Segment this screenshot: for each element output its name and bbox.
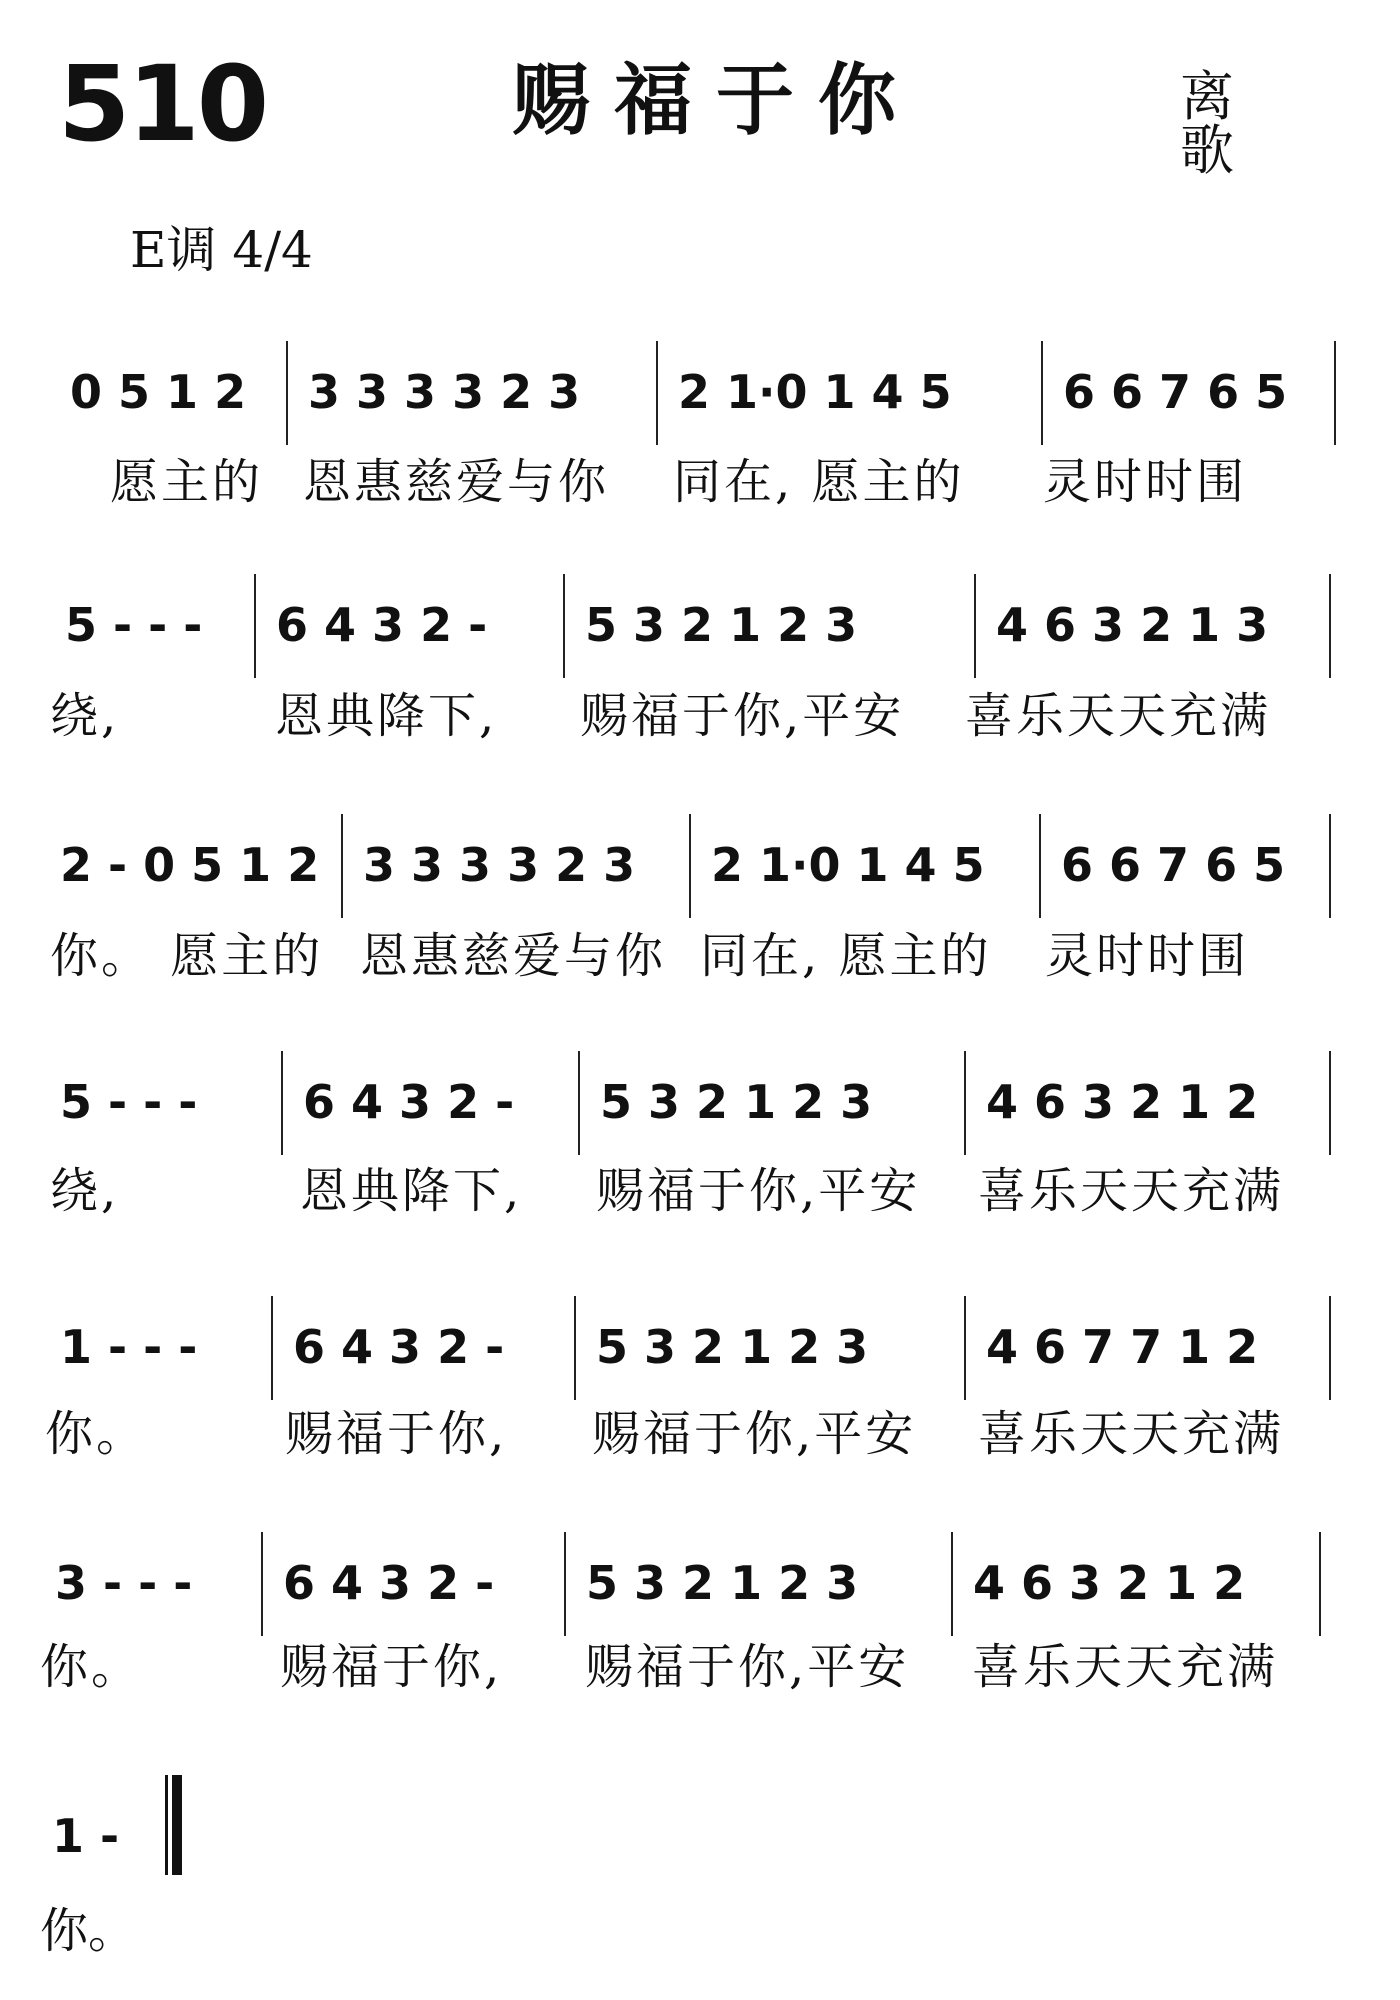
- hymn-number: 510: [58, 43, 267, 165]
- barline: [1319, 1532, 1321, 1636]
- measure: [1045, 355, 1338, 429]
- measure: [955, 1546, 1323, 1620]
- measure: [60, 828, 345, 902]
- lyric-segment: 愿主的: [110, 454, 264, 510]
- lyric-segment: 喜乐天天充满: [972, 1639, 1279, 1695]
- measure: [968, 1065, 1333, 1139]
- measure: [285, 1065, 582, 1139]
- lyric-segment: 同在, 愿主的: [700, 928, 992, 984]
- measure-notes: 2 1·0 1 4 5: [678, 365, 952, 419]
- measure-notes: 5 3 2 1 2 3: [586, 1556, 859, 1610]
- measure: [660, 355, 1045, 429]
- lyric-segment: 你。 愿主的: [50, 928, 324, 984]
- barline: [261, 1532, 263, 1636]
- measure: [290, 355, 660, 429]
- measure-notes: 3 - - -: [55, 1556, 193, 1610]
- measure: [578, 1310, 968, 1384]
- measure-notes: 5 3 2 1 2 3: [596, 1320, 869, 1374]
- measure: [55, 1546, 265, 1620]
- final-lyric: 你。: [40, 1903, 137, 1959]
- measure: [60, 1065, 285, 1139]
- lyric-segment: 喜乐天天充满: [965, 688, 1272, 744]
- lyric-segment: 恩典降下,: [275, 688, 498, 744]
- lyric-segment: 赐福于你,平安: [596, 1163, 921, 1219]
- measure: [1043, 828, 1333, 902]
- measure-notes: 4 6 3 2 1 2: [986, 1075, 1259, 1129]
- measure-notes: 1 - - -: [60, 1320, 198, 1374]
- measure-notes: 0 5 1 2: [70, 365, 247, 419]
- measure: [265, 1546, 568, 1620]
- lyric-segment: 绕,: [50, 1163, 120, 1219]
- key-signature: E调 4/4: [130, 221, 313, 279]
- final-barline-thick: [172, 1775, 182, 1875]
- barline: [574, 1296, 576, 1400]
- barline: [281, 1051, 283, 1155]
- measure-notes: 5 - - -: [60, 1075, 198, 1129]
- measure-notes: 6 4 3 2 -: [303, 1075, 515, 1129]
- measure-notes: 2 1·0 1 4 5: [711, 838, 985, 892]
- measure: [60, 1310, 275, 1384]
- measure: [582, 1065, 968, 1139]
- measure-notes: 6 4 3 2 -: [283, 1556, 495, 1610]
- final-barline-thin: [165, 1775, 168, 1875]
- measure-notes: 6 6 7 6 5: [1063, 365, 1288, 419]
- measure: [65, 588, 258, 662]
- measure-notes: 2 - 0 5 1 2: [60, 838, 320, 892]
- lyric-segment: 喜乐天天充满: [978, 1406, 1285, 1462]
- lyric-segment: 灵时时围: [1043, 454, 1248, 510]
- measure: [978, 588, 1333, 662]
- lyric-segment: 同在, 愿主的: [673, 454, 965, 510]
- hymn-source: 离歌: [1180, 65, 1294, 182]
- measure-notes: 4 6 7 7 1 2: [986, 1320, 1259, 1374]
- barline: [1329, 1296, 1331, 1400]
- lyric-segment: 你。: [40, 1639, 143, 1695]
- barline: [1329, 814, 1331, 918]
- lyric-segment: 赐福于你,: [280, 1639, 503, 1695]
- lyric-segment: 绕,: [50, 688, 120, 744]
- barline: [656, 341, 658, 445]
- lyric-segment: 喜乐天天充满: [978, 1163, 1285, 1219]
- lyric-segment: 赐福于你,平安: [580, 688, 905, 744]
- barline: [951, 1532, 953, 1636]
- barline: [1329, 1051, 1331, 1155]
- measure-notes: 3 3 3 3 2 3: [363, 838, 636, 892]
- lyric-segment: 赐福于你,: [285, 1406, 508, 1462]
- measure-notes: 5 3 2 1 2 3: [600, 1075, 873, 1129]
- measure-notes: 6 4 3 2 -: [276, 598, 488, 652]
- barline: [964, 1296, 966, 1400]
- barline: [271, 1296, 273, 1400]
- barline: [254, 574, 256, 678]
- barline: [563, 574, 565, 678]
- measure: [968, 1310, 1333, 1384]
- lyric-segment: 恩典降下,: [300, 1163, 523, 1219]
- barline: [1329, 574, 1331, 678]
- lyric-segment: 你。: [45, 1406, 148, 1462]
- measure: [70, 355, 290, 429]
- barline: [1041, 341, 1043, 445]
- final-notes: 1 -: [52, 1809, 120, 1863]
- barline: [1334, 341, 1336, 445]
- measure-notes: 3 3 3 3 2 3: [308, 365, 581, 419]
- barline: [689, 814, 691, 918]
- measure-notes: 5 - - -: [65, 598, 203, 652]
- barline: [974, 574, 976, 678]
- barline: [578, 1051, 580, 1155]
- measure: [275, 1310, 578, 1384]
- measure-notes: 6 6 7 6 5: [1061, 838, 1286, 892]
- measure-notes: 5 3 2 1 2 3: [585, 598, 858, 652]
- measure-notes: 4 6 3 2 1 3: [996, 598, 1269, 652]
- measure: [258, 588, 567, 662]
- lyric-segment: 恩惠慈爱与你: [360, 928, 667, 984]
- lyric-segment: 赐福于你,平安: [592, 1406, 917, 1462]
- lyric-segment: 灵时时围: [1045, 928, 1250, 984]
- lyric-segment: 恩惠慈爱与你: [303, 454, 610, 510]
- barline: [341, 814, 343, 918]
- measure-notes: 4 6 3 2 1 2: [973, 1556, 1246, 1610]
- barline: [286, 341, 288, 445]
- measure: [345, 828, 693, 902]
- lyric-segment: 赐福于你,平安: [585, 1639, 910, 1695]
- measure: [693, 828, 1043, 902]
- measure-notes: 6 4 3 2 -: [293, 1320, 505, 1374]
- barline: [964, 1051, 966, 1155]
- barline: [1039, 814, 1041, 918]
- measure: [567, 588, 978, 662]
- hymn-title: 赐福于你: [512, 56, 921, 146]
- barline: [564, 1532, 566, 1636]
- measure: [568, 1546, 955, 1620]
